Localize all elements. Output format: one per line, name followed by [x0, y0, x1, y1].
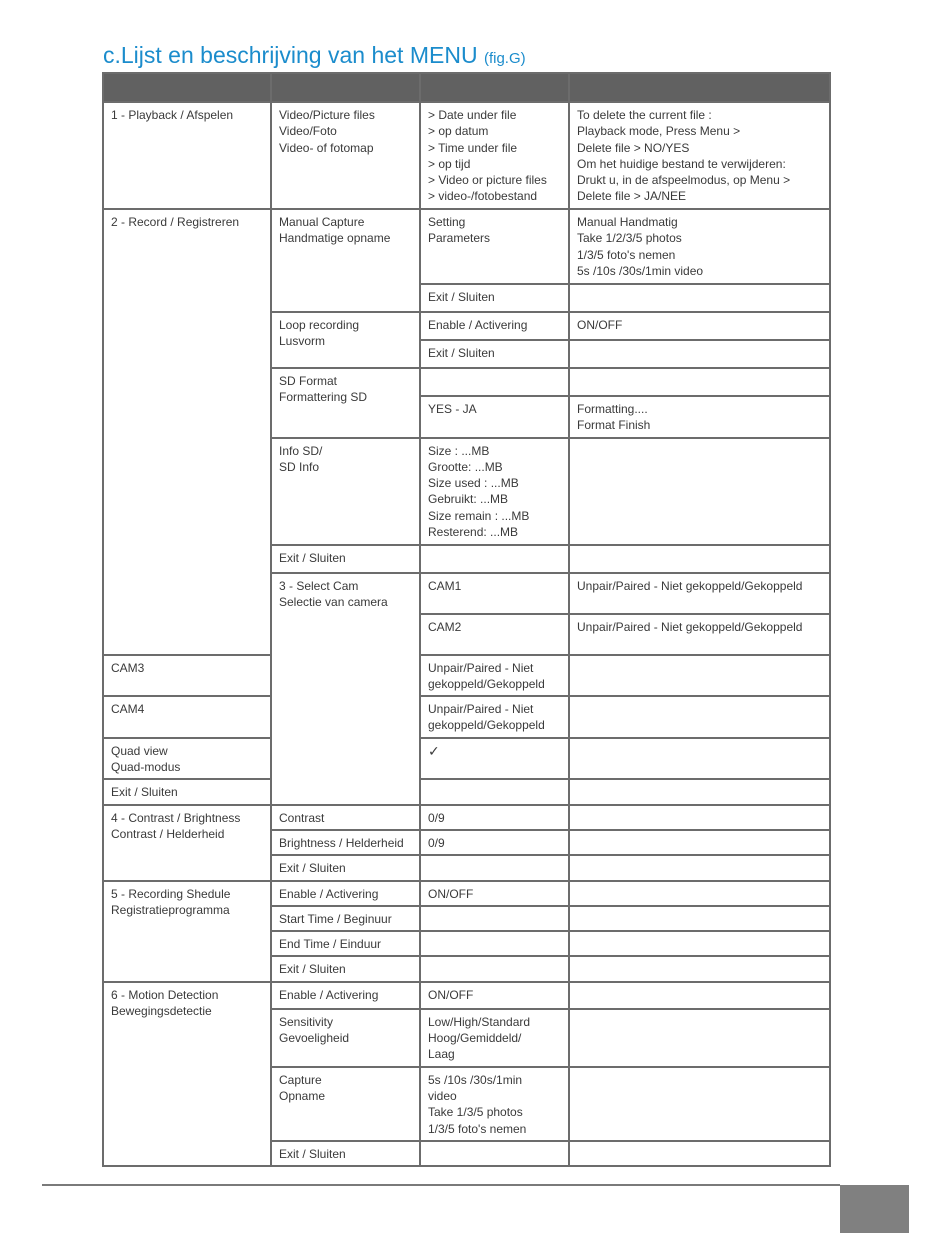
record-exit-cell: Exit / Sluiten [271, 545, 420, 573]
schedule-exit-cell: Exit / Sluiten [271, 956, 420, 981]
sensitivity-cell: Sensitivity Gevoeligheid [271, 1009, 420, 1067]
table-row [103, 102, 830, 209]
empty-cell [569, 956, 830, 981]
table-row [103, 805, 830, 830]
section-motion: 6 - Motion Detection Bewegingsdetectie [103, 982, 271, 1166]
empty-cell [569, 1141, 830, 1166]
table-row [103, 696, 830, 738]
schedule-start-cell: Start Time / Beginuur [271, 906, 420, 931]
empty-cell [569, 696, 830, 738]
empty-cell [569, 982, 830, 1009]
header-cell [103, 73, 271, 102]
record-manual-desc-cell: Manual Handmatig Take 1/2/3/5 photos 1/3/5 foto's nemen 5s /10s /30s/1min video [569, 209, 830, 284]
motion-exit-cell: Exit / Sluiten [271, 1141, 420, 1166]
schedule-onoff-cell: ON/OFF [420, 881, 569, 906]
motion-enable-cell: Enable / Activering [271, 982, 420, 1009]
record-sizes-cell: Size : ...MB Grootte: ...MB Size used : ...MB Gebruikt: ...MB Size remain : ...MB Resterend: ...MB [420, 438, 569, 545]
section-playback: 1 - Playback / Afspelen [103, 102, 271, 209]
record-onoff-cell: ON/OFF [569, 312, 830, 340]
table-row [103, 209, 830, 284]
table-row [103, 881, 830, 906]
record-yes-cell: YES - JA [420, 396, 569, 438]
empty-cell [420, 545, 569, 573]
section-contrast: 4 - Contrast / Brightness Contrast / Helderheid [103, 805, 271, 881]
empty-cell [569, 738, 830, 780]
cam2-cell: CAM2 [420, 614, 569, 655]
empty-cell [569, 931, 830, 956]
contrast-cell: Contrast [271, 805, 420, 830]
record-exit-cell: Exit / Sluiten [420, 284, 569, 312]
record-formatting-cell: Formatting.... Format Finish [569, 396, 830, 438]
record-loop-cell: Loop recording Lusvorm [271, 312, 420, 368]
title-main: c.Lijst en beschrijving van het MENU [103, 42, 478, 68]
table-row [103, 655, 830, 697]
checkmark-icon: ✓ [420, 738, 569, 780]
record-setting-cell: Setting Parameters [420, 209, 569, 284]
record-sd-format-cell: SD Format Formattering SD [271, 368, 420, 438]
playback-files-cell: Video/Picture files Video/Foto Video- of fotomap [271, 102, 420, 209]
empty-cell [569, 830, 830, 855]
footer-divider [42, 1184, 840, 1186]
contrast-value-cell: 0/9 [420, 805, 569, 830]
empty-cell [569, 881, 830, 906]
empty-cell [569, 340, 830, 368]
contrast-exit-cell: Exit / Sluiten [271, 855, 420, 880]
section-record: 2 - Record / Registreren [103, 209, 271, 655]
empty-cell [569, 906, 830, 931]
cam2-pair-cell: Unpair/Paired - Niet gekoppeld/Gekoppeld [569, 614, 830, 655]
menu-table [102, 72, 831, 1167]
capture-cell: Capture Opname [271, 1067, 420, 1141]
record-enable-cell: Enable / Activering [420, 312, 569, 340]
cam3-pair-cell: Unpair/Paired - Niet gekoppeld/Gekoppeld [420, 655, 569, 697]
empty-cell [569, 438, 830, 545]
brightness-cell: Brightness / Helderheid [271, 830, 420, 855]
empty-cell [569, 855, 830, 880]
schedule-enable-cell: Enable / Activering [271, 881, 420, 906]
empty-cell [569, 368, 830, 396]
header-cell [569, 73, 830, 102]
empty-cell [569, 284, 830, 312]
brightness-value-cell: 0/9 [420, 830, 569, 855]
empty-cell [420, 779, 569, 804]
empty-cell [420, 931, 569, 956]
page-title [103, 42, 526, 69]
header-cell [420, 73, 569, 102]
title-fig-ref: (fig.G) [483, 50, 526, 67]
cam3-cell: CAM3 [103, 655, 271, 697]
motion-onoff-cell: ON/OFF [420, 982, 569, 1009]
header-cell [271, 73, 420, 102]
record-manual-cell: Manual Capture Handmatige opname [271, 209, 420, 312]
sensitivity-values-cell: Low/High/Standard Hoog/Gemiddeld/ Laag [420, 1009, 569, 1067]
section-schedule: 5 - Recording Shedule Registratieprogramma [103, 881, 271, 982]
section-cam: 3 - Select Cam Selectie van camera [271, 573, 420, 805]
cam1-pair-cell: Unpair/Paired - Niet gekoppeld/Gekoppeld [569, 573, 830, 614]
page-number-box [840, 1185, 909, 1233]
cam-exit-cell: Exit / Sluiten [103, 779, 271, 804]
cam1-cell: CAM1 [420, 573, 569, 614]
empty-cell [569, 1067, 830, 1141]
table-row [103, 738, 830, 780]
empty-cell [569, 779, 830, 804]
table-row [103, 982, 830, 1009]
empty-cell [420, 1141, 569, 1166]
empty-cell [420, 855, 569, 880]
record-info-sd-cell: Info SD/ SD Info [271, 438, 420, 545]
empty-cell [420, 906, 569, 931]
cam4-cell: CAM4 [103, 696, 271, 738]
cam4-pair-cell: Unpair/Paired - Niet gekoppeld/Gekoppeld [420, 696, 569, 738]
playback-sort-cell: > Date under file > op datum > Time under file > op tijd > Video or picture files > video-/fotobestand [420, 102, 569, 209]
empty-cell [569, 655, 830, 697]
schedule-end-cell: End Time / Einduur [271, 931, 420, 956]
table-row [103, 779, 830, 804]
capture-values-cell: 5s /10s /30s/1min video Take 1/3/5 photos 1/3/5 foto's nemen [420, 1067, 569, 1141]
empty-cell [420, 368, 569, 396]
empty-cell [569, 545, 830, 573]
table-header [103, 73, 830, 102]
empty-cell [569, 805, 830, 830]
playback-delete-cell: To delete the current file : Playback mode, Press Menu > Delete file > NO/YES Om het huidige bestand te verwijderen: Drukt u, in de afspeelmodus, op Menu > Delete file > JA/NEE [569, 102, 830, 209]
empty-cell [420, 956, 569, 981]
quad-view-cell: Quad view Quad-modus [103, 738, 271, 780]
record-exit-cell: Exit / Sluiten [420, 340, 569, 368]
empty-cell [569, 1009, 830, 1067]
